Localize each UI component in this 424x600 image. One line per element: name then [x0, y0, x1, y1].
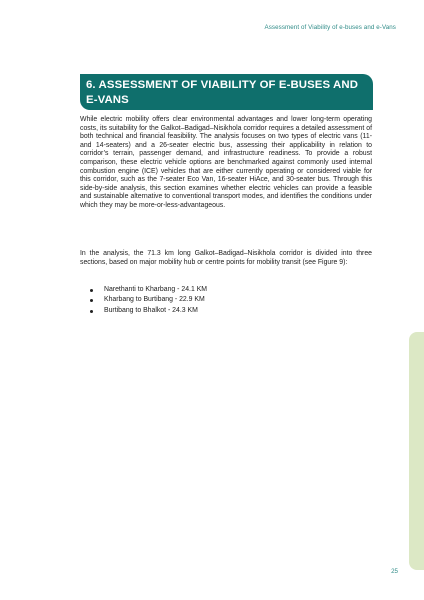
- corridor-paragraph: In the analysis, the 71.3 km long Galkot–Badigad–Nisikhola corridor is divided into three sections, based on major mobility hub or centre points for mobility transit (see Figure 9):: [80, 250, 372, 266]
- route-sections-list: [88, 285, 207, 316]
- running-header: Assessment of Viability of e-buses and e-Vans: [264, 24, 396, 31]
- list-item: Burtibang to Bhalkot - 24.3 KM: [88, 306, 207, 316]
- decorative-side-tab: [409, 332, 424, 570]
- section-title-banner: [80, 74, 373, 110]
- page-number: 25: [391, 568, 398, 575]
- list-item: Narethanti to Kharbang - 24.1 KM: [88, 285, 207, 295]
- list-item: Kharbang to Burtibang - 22.9 KM: [88, 295, 207, 305]
- intro-paragraph: While electric mobility offers clear environmental advantages and lower long-term operating costs, its suitability for the Galkot–Badigad–Nisikhola corridor requires a detailed assessment of both technical and financial feasibility. The analysis focuses on two types of electric vans (11- and 14-seaters) and a 26-seater electric bus, assessing their applicability in relation to corridor’s terrain, passenger demand, and infrastructure readiness. To provide a robust comparison, these electric vehicle options are benchmarked against commonly used internal combustion engine (ICE) vehicles that are either currently operating or considered viable for this corridor, such as the 7-seater Eco Van, 16-seater HiAce, and 30-seater bus. Through this side-by-side analysis, this section examines whether electric vehicles can provide a feasible and sustainable alternative to conventional transport modes, and identifies the conditions under which they may be more-or-less-advantageous.: [80, 116, 372, 209]
- section-title: 6. ASSESSMENT OF VIABILITY OF E-BUSES AND E-VANS: [86, 79, 359, 106]
